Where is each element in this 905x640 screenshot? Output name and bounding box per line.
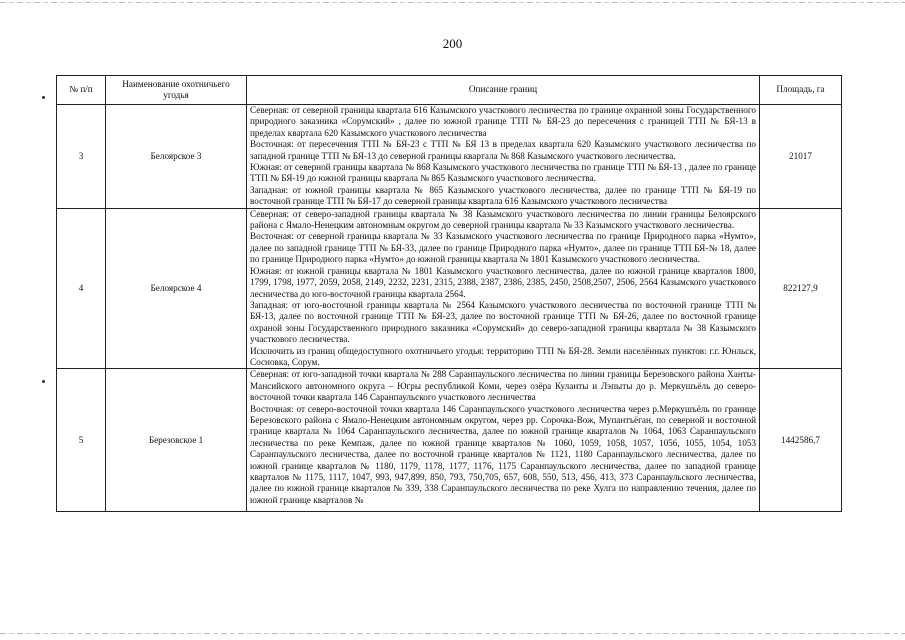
header-num: № п/п [57,76,106,105]
scan-artifact-top [0,2,905,3]
row-area: 822127,9 [760,208,842,369]
description-north: Северная: от северной границы квартала 616 Казымского участкового лесничества по границе охранной зоны Государственного природного заказника «Сорумский» , далее по южной границе ТТП № БЯ-23 до пересечения с границей ТТП № БЯ-13 в пределах квартала 620 Казымского участкового лесничества [250,105,756,138]
margin-mark [42,380,45,383]
header-description: Описание границ [247,76,760,105]
row-description [247,369,760,512]
table-row [57,208,842,369]
row-description [247,105,760,209]
description-west: Западная: от юго-восточной границы квартала № 2564 Казымского участкового лесничества по восточной границе ТТП № БЯ-13, далее по восточной границе ТТП № БЯ-23, далее по восточной границе ТТП № БЯ-26, далее по восточной границе охраной зоны Государственного природного заказника «Сорумский» до северо-западной границы квартала № 38 Казымского участкового лесничества. [250,299,756,345]
page-number: 200 [442,36,463,51]
description-south: Южная: от северной границы квартала № 868 Казымского участкового лесничества по границе ТТП № БЯ-13 , далее по границе ТТП № БЯ-19 до южной границы квартала № 865 Казымского участкового лесничества. [250,162,756,184]
row-name: Белоярское 3 [106,105,247,209]
row-area: 21017 [760,105,842,209]
row-name: Белоярское 4 [106,208,247,369]
description-south: Южная: от южной границы квартала № 1801 Казымского участкового лесничества, далее по южной границе кварталов 1800, 1799, 1798, 1977, 2059, 2058, 2149, 2232, 2231, 2315, 2388, 2387, 2386, 2385, 2450, 2508,2507, 2506, 2564 Казымского участкового лесничества до юго-восточной границы квартала 2564. [250,265,756,299]
description-east: Восточная: от северо-восточной точки квартала 146 Саранпаульского участкового лесничества через р.Меркушъёль по границе Березовского района с Ямало-Ненецким автономным округом, через рр. Сорочка-Вож, Мупантъёган, по северной и восточной границе квартала № 1064 Саранпаульского лесничества, далее по южной границе кварталов № 1064, 1063 Саранпаульского лесничества по реке Кемпаж, далее по южной границе кварталов № 1060, 1059, 1058, 1057, 1056, 1055, 1054, 1053 Саранпаульского лесничества, далее по восточной границе кварталов № 1121, 1180 Саранпаульского лесничества, далее по южной границе кварталов № 1180, 1179, 1178, 1177, 1176, 1175 Саранпаульского лесничества, далее по западной границе кварталов № 1175, 1117, 1047, 993, 947,899, 850, 793, 750,705, 657, 608, 550, 513, 456, 413, 373 Саранпаульского лесничества, далее по южной границе кварталов № 339, 338 Саранпаульского лесничества по реке Хулга по направлению течения, далее по южной границе кварталов № [250,403,756,505]
description-exclusions: Исключить из границ общедоступного охотничьего угодья: территорию ТТП № БЯ-28. Земли населённых пунктов: г.г. Юнльск, Сосновка, Сорум. [250,345,756,367]
description-north: Северная: от северо-западной границы квартала № 38 Казымского участкового лесничества по линии границы Белоярского района с Ямало-Ненецким автономным округом до северной границы квартала № 33 Казымского участкового лесничества. [250,208,756,231]
description-east: Восточная: от северной границы квартала № 33 Казымского участкового лесничества по границе Природного парка «Нумто», далее по западной границе ТТП № БЯ-33, далее по границе Природного парка «Нумто», далее по границе ТТП БЯ-№ 18, далее по границе Природного парка «Нумто» до южной границы квартала № 1801 Казымского участкового лесничества. [250,231,756,265]
header-area: Площадь, га [760,76,842,105]
row-description [247,208,760,369]
row-name: Березовское 1 [106,369,247,512]
row-area: 1442586,7 [760,369,842,512]
description-north: Северная: от юго-западной точки квартала № 288 Саранпаульского лесничества по линии границы Березовского района Ханты-Мансийского автономного округа – Югры республикой Коми, через озёра Куланты и Лэпыты до р. Меркушъёль до северо-восточной точки квартала 146 Саранпаульского участкового лесничества [250,369,756,403]
header-name: Наименование охотничьего угодья [106,76,247,105]
hunting-grounds-table [56,75,842,512]
table-row [57,369,842,512]
description-west: Западная: от южной границы квартала № 865 Казымского участкового лесничества, далее по границе ТТП № БЯ-19 по восточной границе ТТП № БЯ-17 до северной границы квартала 616 Казымского участкового лесничества [250,184,756,207]
table-header-row [57,76,842,105]
row-num: 5 [57,369,106,512]
scan-artifact-bottom [0,633,905,634]
table-row [57,105,842,209]
row-num: 3 [57,105,106,209]
row-num: 4 [57,208,106,369]
description-east: Восточная: от пересечения ТТП № БЯ-23 с ТТП № БЯ 13 в пределах квартала 620 Казымского участкового лесничества по западной границе ТТП № БЯ-13 до северной границы квартала № 868 Казымского участкового лесничества. [250,139,756,161]
margin-mark [42,96,45,99]
